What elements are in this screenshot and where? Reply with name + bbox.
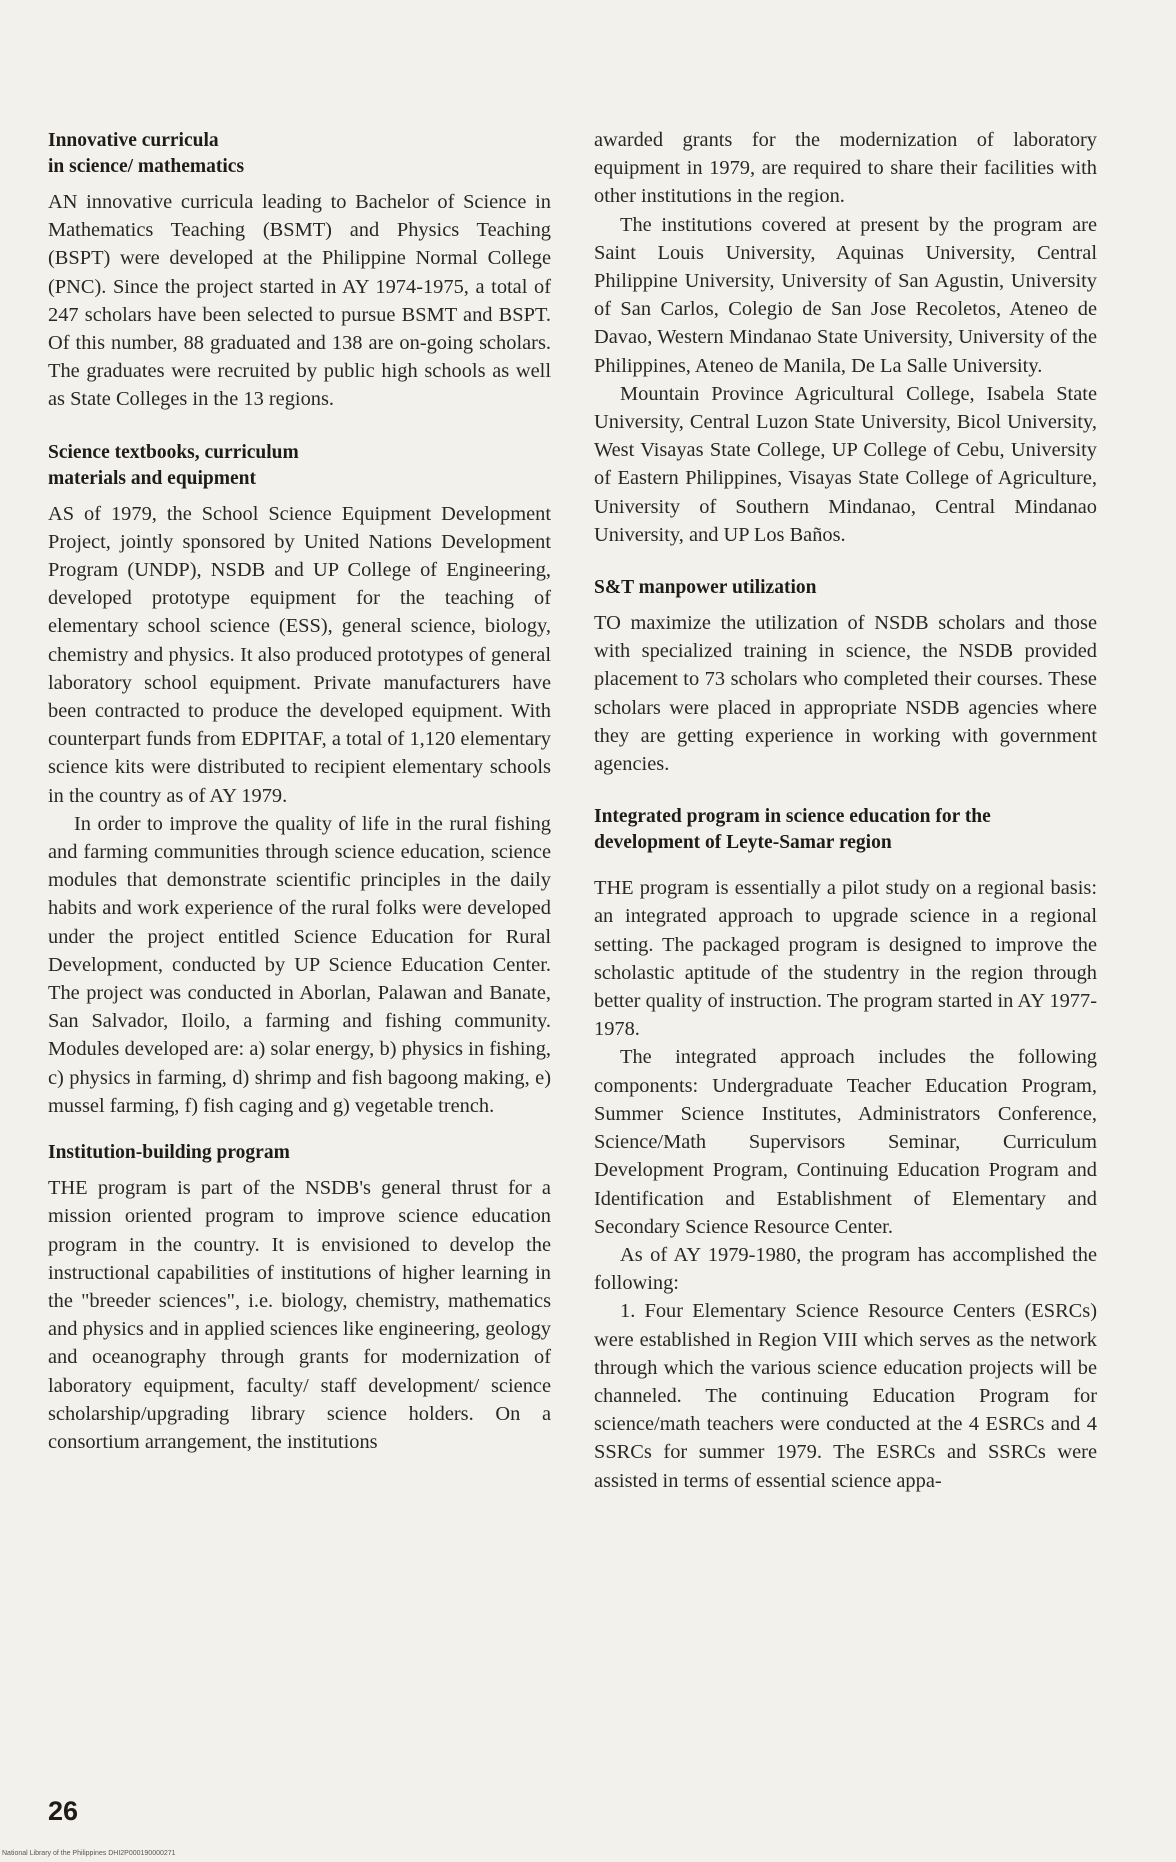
paragraph-institution-building: THE program is part of the NSDB's general thrust for a mission oriented program to improve science education program in the country. It is envisioned to develop the instructional capabilities of institutions of higher learning in the "breeder sciences", i.e. biology, chemistry, mathematics and physics and in applied sciences like engineering, geology and oceanography through grants for modernization of laboratory equipment, faculty/ staff development/ science scholarship/upgrading library science holders. On a consortium arrangement, the institutions <box>48 1177 551 1453</box>
heading-manpower-utilization: S&T manpower utilization <box>594 577 817 599</box>
section-spacer <box>48 1120 551 1140</box>
paragraph-accomplishment-1: 1. Four Elementary Science Resource Centers (ESRCs) were established in Region VIII which serves as the network through which the various science education projects will be channeled. The continuing Education Program for science/math teachers were conducted at the 4 ESRCs and 4 SSRCs for summer 1979. The ESRCs and SSRCs were assisted in terms of essential science appa- <box>594 1300 1097 1492</box>
paragraph-innovative-curricula: AN innovative curricula leading to Bachelor of Science in Mathematics Teaching (BSMT) and Physics Teaching (BSPT) were developed at the Philippine Normal College (PNC). Since the project started in AY 1974-1975, a total of 247 scholars have been selected to pursue BSMT and BSPT. Of this number, 88 graduated and 138 are on-going scholars. The graduates were recruited by public high schools as well as State Colleges in the 13 regions. <box>48 191 551 411</box>
paragraph-equipment-project: AS of 1979, the School Science Equipment Development Project, jointly sponsored by United Nations Development Program (UNDP), NSDB and UP College of Engineering, developed prototype equipment for the teaching of elementary school science (ESS), general science, biology, chemistry and physics. It also produced prototypes of general laboratory school equipment. Private manufacturers have been contracted to produce the developed equipment. With counterpart funds from EDPITAF, a total of 1,120 elementary science kits were distributed to recipient elementary schools in the country as of AY 1979. <box>48 502 551 807</box>
paragraph-institutions-covered: The institutions covered at present by the program are Saint Louis University, Aquinas University, Central Philippine University, University of San Agustin, University of San Carlos, Colegio de San Jose Recoletos, Ateneo de Davao, Western Mindanao State University, University of the Philippines, Ateneo de Manila, De La Salle University. <box>594 213 1097 377</box>
heading-innovative-curricula <box>48 128 551 180</box>
archive-footer-stamp: National Library of the Philippines DHI2P000190000271 <box>2 1850 176 1857</box>
heading-line-2: in science/ mathematics <box>48 156 245 177</box>
paragraph-manpower-utilization: TO maximize the utilization of NSDB scholars and those with specialized training in science, the NSDB provided placement to 73 scholars who completed their courses. These scholars were placed in appropriate NSDB agencies where they are getting experience in working with government agencies. <box>594 612 1097 776</box>
page-number: 26 <box>48 1796 79 1826</box>
right-column <box>594 126 1097 1495</box>
paragraph-institution-building-continued: awarded grants for the modernization of laboratory equipment in 1979, are required to share their facilities with other institutions in the region. <box>594 129 1097 208</box>
left-column <box>48 128 551 1456</box>
paragraph-pilot-study: THE program is essentially a pilot study on a regional basis: an integrated approach to upgrade science in a regional setting. The packaged program is designed to improve the scholastic aptitude of the studentry in the region through better quality of instruction. The program started in AY 1977-1978. <box>594 877 1097 1041</box>
section-spacer <box>48 414 551 440</box>
heading-institution-building: Institution-building program <box>48 1142 290 1164</box>
heading-science-textbooks <box>48 440 551 492</box>
paragraph-rural-development: In order to improve the quality of life in the rural fishing and farming communities through science education, science modules that demonstrate scientific principles in the daily habits and work experience of the rural folks were developed under the project entitled Science Education for Rural Development, conducted by UP Science Education Center. The project was conducted in Aborlan, Palawan and Banate, San Salvador, Iloilo, a farming and fishing community. Modules developed are: a) solar energy, b) physics in fishing, c) physics in farming, d) shrimp and fish bagoong making, e) mussel farming, f) fish caging and g) vegetable trench. <box>48 812 551 1117</box>
heading-line-2: materials and equipment <box>48 467 257 489</box>
section-spacer <box>594 549 1097 575</box>
paragraph-institutions-list: Mountain Province Agricultural College, Isabela State University, Central Luzon State University, Bicol University, West Visayas State College, UP College of Cebu, University of Eastern Philippines, Visayas State College of Agriculture, University of Southern Mindanao, Central Mindanao University, and UP Los Baños. <box>594 382 1097 546</box>
heading-spacer <box>594 864 1097 874</box>
heading-line-1: Innovative curricula <box>48 130 219 151</box>
heading-line-1: Science textbooks, curriculum <box>48 441 299 463</box>
paragraph-integrated-approach: The integrated approach includes the following components: Undergraduate Teacher Education Program, Summer Science Institutes, Administrators Conference, Science/Math Supervisors Seminar, Curriculum Development Program, Continuing Education Program and Identification and Establishment of Elementary and Secondary Science Resource Center. <box>594 1046 1097 1238</box>
paragraph-accomplishments-intro: As of AY 1979-1980, the program has accomplished the following: <box>594 1243 1097 1295</box>
section-spacer <box>594 778 1097 804</box>
heading-integrated-program: Integrated program in science education for the development of Leyte-Samar region <box>594 806 991 854</box>
